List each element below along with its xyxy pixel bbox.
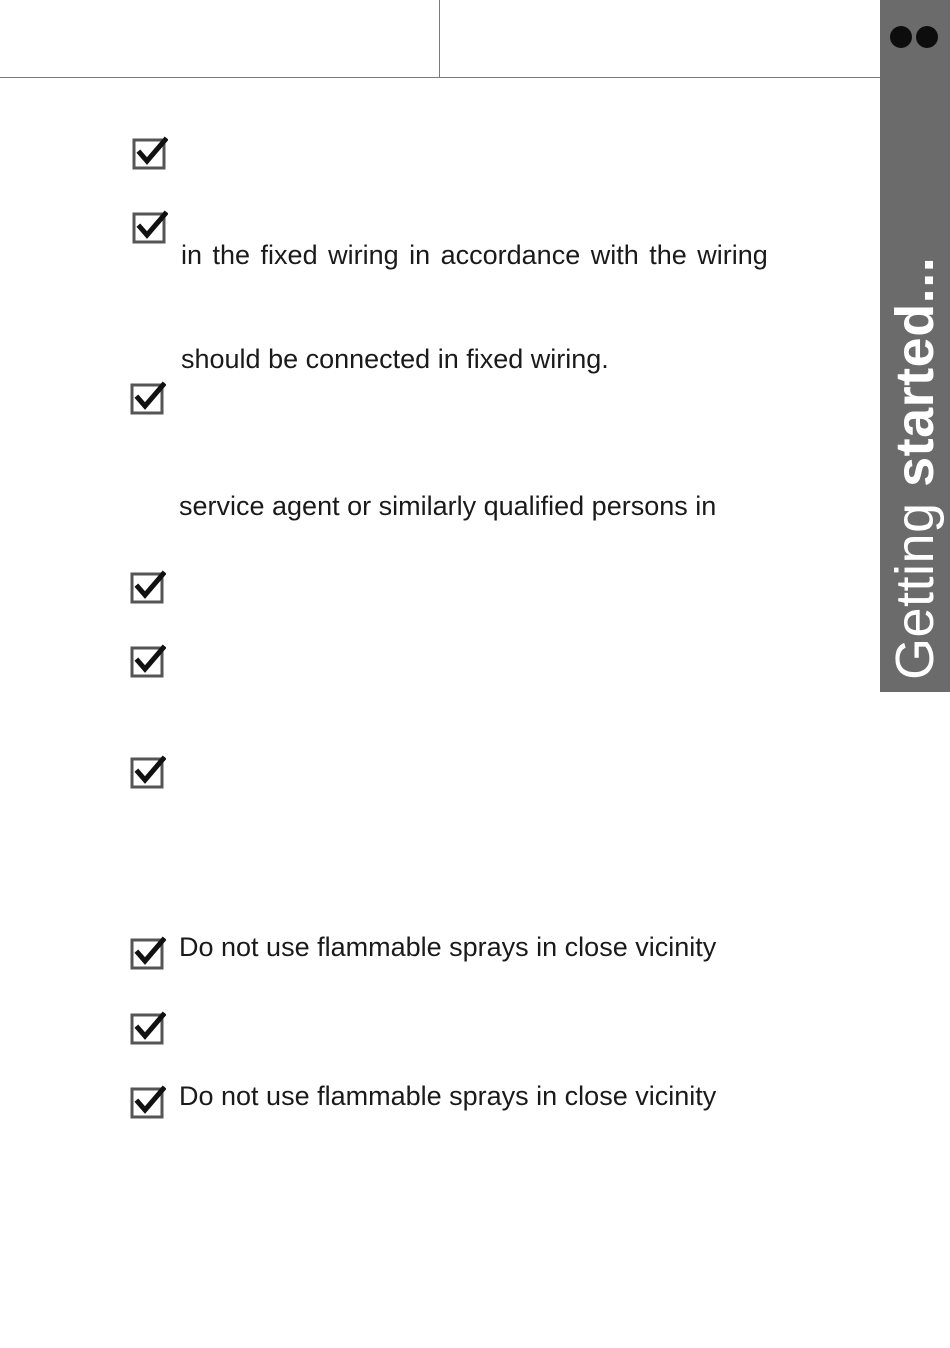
text-line: in the fixed wiring in accordance with the wiring — [181, 240, 768, 270]
checked-checkbox-icon — [130, 1085, 166, 1121]
checked-checkbox-icon — [130, 644, 166, 680]
double-dot-icon — [890, 26, 938, 48]
checked-checkbox-icon — [130, 1011, 166, 1047]
side-tab-label-regular: Getting — [885, 502, 945, 680]
checked-checkbox-icon — [130, 381, 166, 417]
text-line: should be connected in fixed wiring. — [181, 344, 609, 374]
text-line: Do not use flammable sprays in close vicinity — [179, 932, 717, 962]
header-rule — [0, 77, 880, 78]
text-line: Do not use flammable sprays in close vicinity — [179, 1081, 717, 1111]
text-line: service agent or similarly qualified persons in — [179, 491, 717, 521]
checked-checkbox-icon — [130, 755, 166, 791]
dot-icon — [890, 26, 912, 48]
checked-checkbox-icon — [132, 136, 168, 172]
checked-checkbox-icon — [130, 570, 166, 606]
checked-checkbox-icon — [130, 936, 166, 972]
side-tab-label — [885, 256, 945, 680]
dot-icon — [916, 26, 938, 48]
side-tab-label-bold: started... — [885, 256, 945, 487]
header-divider — [439, 0, 440, 78]
checked-checkbox-icon — [132, 210, 168, 246]
